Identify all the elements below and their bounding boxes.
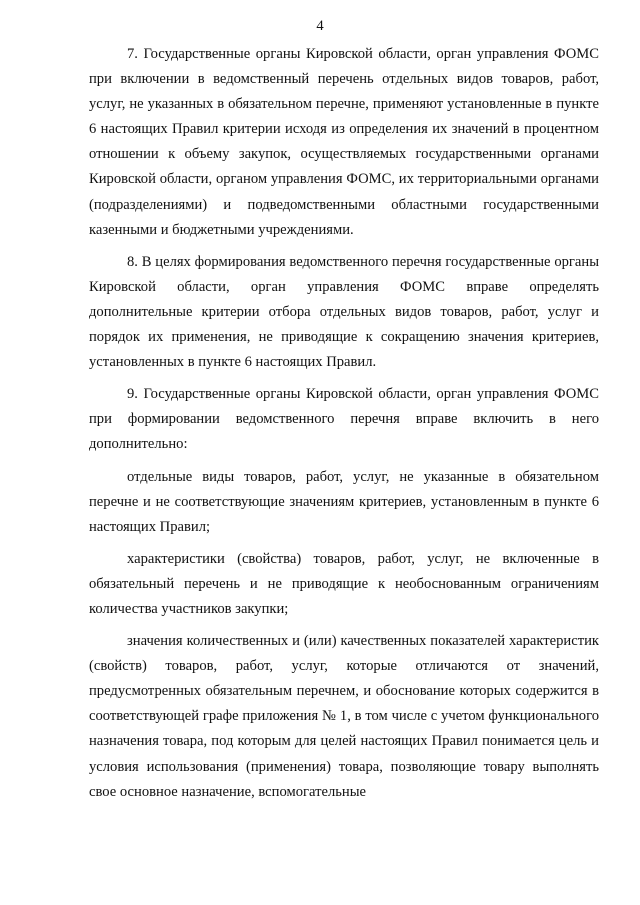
paragraph-7: 7. Государственные органы Кировской области, орган управления ФОМС при включении в ведомственный перечень отдельных видов товаров, работ, услуг, не указанных в обязательном перечне, применяют установленные в пункте 6 настоящих Правил критерии исходя из определения их значений в процентном отношении к объему закупок, осуществляемых государственными органами Кировской области, органом управления ФОМС, их территориальными органами (подразделениями) и подведомственными областными государственными казенными и бюджетными учреждениями. (89, 46, 599, 238)
list-item-goods: отдельные виды товаров, работ, услуг, не указанные в обязательном перечне и не соответствующие значениям критериев, установленным в пункте 6 настоящих Правил; (89, 468, 599, 535)
document-body (89, 42, 599, 809)
list-item-values: значения количественных и (или) качественных показателей характеристик (свойств) товаров, работ, услуг, которые отличаются от значений, предусмотренных обязательным перечнем, и обоснование которых содержится в соответствующей графе приложения № 1, в том числе с учетом функционального назначения товара, под которым для целей настоящих Правил понимается цель и условия использования (применения) товара, позволяющие товару выполнять свое основное назначение, вспомогательные (89, 633, 599, 800)
page-number: 4 (316, 18, 324, 34)
list-item-characteristics: характеристики (свойства) товаров, работ, услуг, не включенные в обязательный перечень и не приводящие к необоснованным ограничениям количества участников закупки; (89, 550, 599, 617)
paragraph-9: 9. Государственные органы Кировской области, орган управления ФОМС при формировании ведомственного перечня вправе включить в него дополнительно: (89, 386, 599, 453)
paragraph-8: 8. В целях формирования ведомственного перечня государственные органы Кировской области, орган управления ФОМС вправе определять дополнительные критерии отбора отдельных видов товаров, работ, услуг и порядок их применения, не приводящие к сокращению значения критериев, установленных в пункте 6 настоящих Правил. (89, 253, 599, 371)
